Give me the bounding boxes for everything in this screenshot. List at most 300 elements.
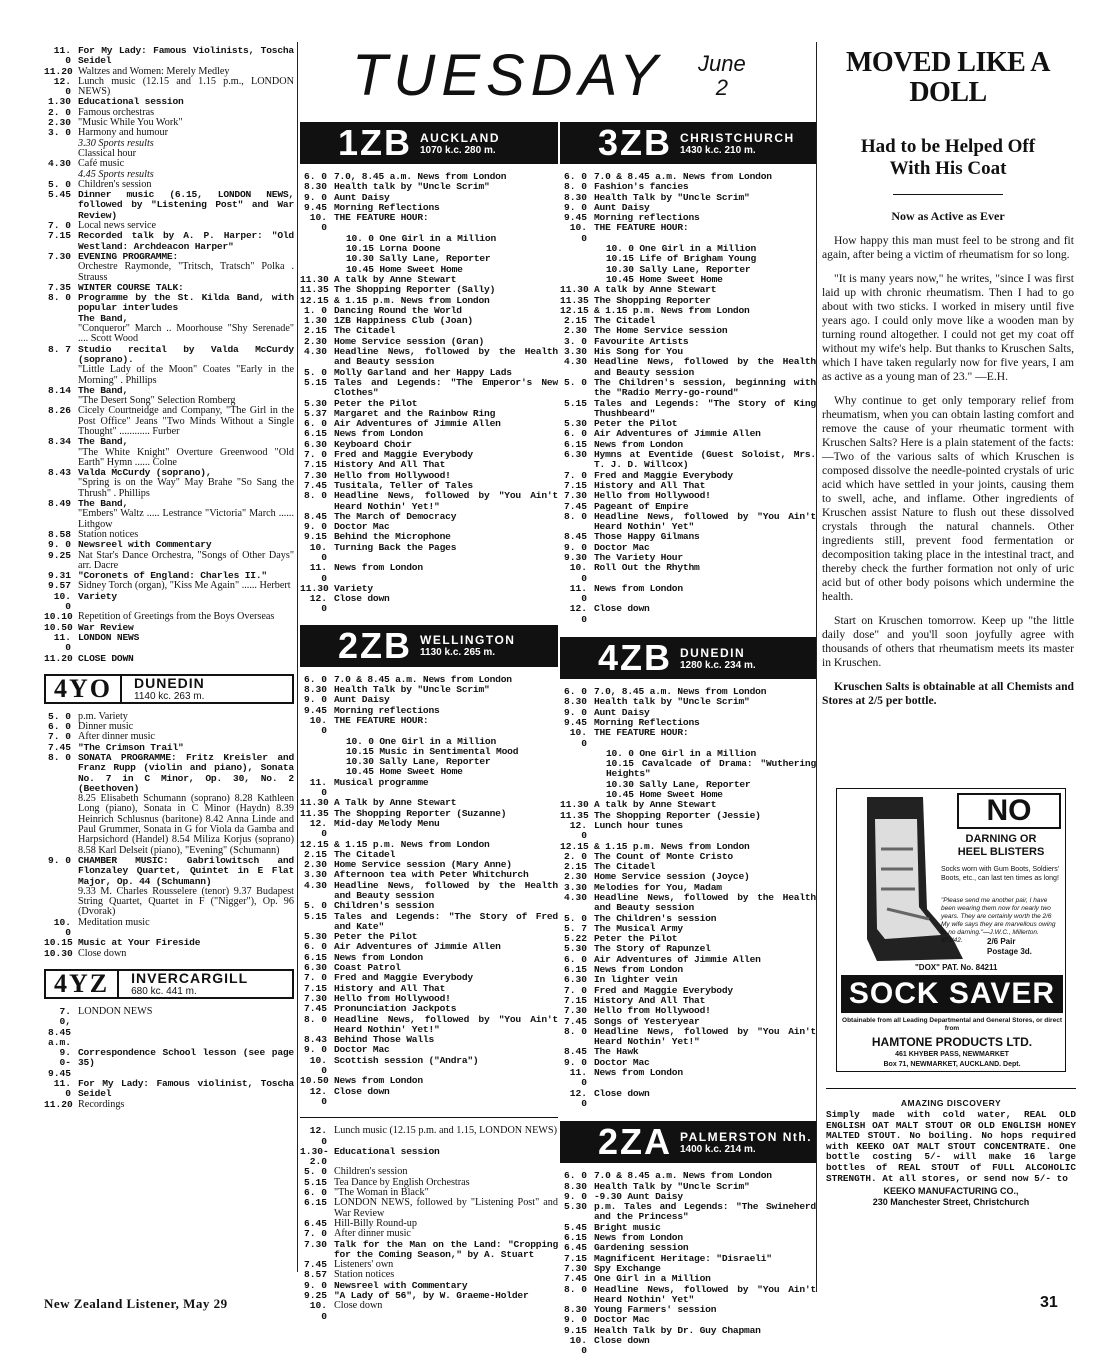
programme-entry xyxy=(300,213,558,234)
programme-title: Sidney Torch (organ), "Kiss Me Again" ...... Herbert xyxy=(78,580,291,592)
programme-title: Tales and Legends: "The Emperor's New Clothes" xyxy=(334,376,558,399)
programme-time: 3.30 xyxy=(563,346,587,358)
programme-time: 10. 0 xyxy=(309,714,327,737)
programme-title: A talk by Anne Stewart xyxy=(594,799,717,811)
programme-title: News from London xyxy=(594,582,683,594)
programme-title: Children's session xyxy=(334,1166,408,1178)
programme-title: Local news service xyxy=(78,220,157,232)
programme-title: Morning Reflections xyxy=(594,716,700,728)
programme-title: Music at Your Fireside xyxy=(78,937,201,949)
programme-entry xyxy=(560,1202,816,1223)
programme-entry xyxy=(300,912,558,933)
programme-title: The Hawk xyxy=(594,1046,639,1058)
programme-entry xyxy=(44,509,294,530)
programme-title: Musical programme xyxy=(334,776,429,788)
programme-title: Aunt Daisy xyxy=(594,201,650,213)
programme-title: & 1.15 p.m. News from London xyxy=(594,840,750,852)
programme-time: 6. 0 xyxy=(303,418,327,430)
programme-title: Close down xyxy=(334,1085,390,1097)
programme-time: 7.30 xyxy=(563,1262,587,1274)
programme-list-2za xyxy=(560,1171,816,1356)
programme-entry xyxy=(300,543,558,564)
programme-time: 2.15 xyxy=(303,325,327,337)
programme-time: 12. 0 xyxy=(309,817,327,840)
programme-title: Hill-Billy Round-up xyxy=(334,1217,417,1229)
programme-time: 7.15 xyxy=(303,982,327,994)
programme-time: 12. 0 xyxy=(309,1085,327,1107)
programme-title: Health Talk by Dr. Guy Chapman xyxy=(594,1324,761,1336)
programme-time: 8.30 xyxy=(563,696,587,708)
sock-postage: Postage 3d. xyxy=(987,947,1032,956)
page-title: TUESDAY xyxy=(352,43,664,108)
left-column xyxy=(44,46,294,1110)
programme-list-4yz xyxy=(44,1007,294,1110)
programme-time: 9. 0 xyxy=(563,201,587,213)
programme-time: 1.30 xyxy=(47,96,71,108)
programme-entry xyxy=(44,540,294,550)
programme-title: "Embers" Waltz ..... Lestrance "Victoria" March ...... Lithgow xyxy=(78,508,294,530)
programme-time xyxy=(44,478,78,499)
programme-title: Famous orchestras xyxy=(78,106,155,118)
programme-title: For My Lady: Famous violinist, Toscha Seidel xyxy=(78,1078,294,1100)
programme-time: 2.30 xyxy=(563,871,587,883)
programme-title: 7.0, 8.45 a.m. News from London xyxy=(594,686,767,698)
programme-entry xyxy=(300,716,558,737)
programme-title: Headline News, followed by "You Ain't Heard Nothin' Yet!" xyxy=(334,490,558,512)
station-logo: 3ZB xyxy=(598,122,673,163)
programme-entry xyxy=(44,190,294,221)
amazing-body: Simply made with cold water, REAL OLD ENGLISH OAT MALT STOUT OR OLD ENGLISH HONEY MALTED STOUT. No boiling. No hops required with KEEKO OAT MALT STOUT CONCENTRATE. One bottle costing 5/- will make 16 large bottles of REAL STOUT of FULL ALCOHOLIC STRENGTH. At all stores, or send now 5/- to xyxy=(826,1109,1076,1184)
programme-title: The March of Democracy xyxy=(334,510,457,522)
programme-time: 2.30 xyxy=(303,335,327,347)
programme-entry xyxy=(44,633,294,654)
programme-entry xyxy=(560,357,816,378)
programme-time: 9. 0 xyxy=(303,1279,327,1291)
programme-entry xyxy=(300,1198,558,1219)
programme-time: 4.30 xyxy=(303,346,327,358)
programme-entry xyxy=(560,450,816,471)
programme-title: Dinner music xyxy=(78,721,134,733)
programme-time: 10. 0 xyxy=(569,727,587,749)
programme-title: "The Crimson Trail" xyxy=(78,741,184,753)
programme-time: 11.35 xyxy=(300,807,329,819)
programme-time: 7. 0 xyxy=(303,1228,327,1240)
station-banner-2zb xyxy=(300,625,558,667)
programme-time: 7.45 xyxy=(303,479,327,491)
programme-title: History And All That xyxy=(594,994,706,1006)
programme-title: Classical hour xyxy=(78,147,137,159)
programme-entry xyxy=(300,778,558,799)
programme-time: 5.30 xyxy=(563,418,587,430)
column-rule xyxy=(816,42,817,1292)
station-logo: 2ZA xyxy=(598,1121,673,1163)
programme-time: 12. 0 xyxy=(53,75,71,98)
programme-title: Tea Dance by English Orchestras xyxy=(334,1176,470,1188)
programme-time: 5.30 xyxy=(303,397,327,409)
programme-title: Headline News, followed by "You Ain't Heard Nothin' Yet" xyxy=(594,510,816,533)
programme-title: SONATA PROGRAMME: Fritz Kreisler and Franz Rupp (violin and piano), Sonata No. 7 in C Minor, Op. 30, No. 2 (Beethoven) xyxy=(78,752,294,794)
programme-time xyxy=(44,314,78,324)
programme-time: 3.30 xyxy=(303,869,327,881)
station-frequency: 1070 k.c. 280 m. xyxy=(420,144,496,156)
programme-title: 10.45 Home Sweet Home xyxy=(606,273,723,285)
programme-title: Gardening session xyxy=(594,1242,689,1254)
programme-time: 6. 0 xyxy=(563,428,587,440)
programme-time: 5.37 xyxy=(303,407,327,419)
station-banner-2za xyxy=(560,1121,816,1163)
programme-title: Aunt Daisy xyxy=(334,191,390,203)
programme-title: 7.0 & 8.45 a.m. News from London xyxy=(594,1170,772,1182)
programme-title: Programme by the St. Kilda Band, with popular interludes xyxy=(78,292,294,314)
advert-paragraph: How happy this man must feel to be strong and fit again, after being a victim of rheumatism for so long. xyxy=(822,234,1074,261)
programme-entry xyxy=(560,1336,816,1357)
programme-time: 7.15 xyxy=(47,230,71,242)
programme-time: 4.30 xyxy=(563,892,587,903)
programme-title: The Citadel xyxy=(594,861,656,873)
programme-time: 12.15 xyxy=(560,840,589,852)
programme-title: Hello from Hollywood! xyxy=(594,1005,711,1017)
sock-address: 461 KHYBER PASS, NEWMARKET xyxy=(895,1051,1009,1058)
programme-time: 7.30 xyxy=(303,992,327,1004)
programme-time: 9.15 xyxy=(303,531,327,543)
programme-time: 7. 0 xyxy=(47,220,71,232)
programme-time: 6.15 xyxy=(563,438,587,450)
programme-title: THE FEATURE HOUR: xyxy=(594,222,689,234)
programme-title: 10.30 Sally Lane, Reporter xyxy=(606,263,751,275)
programme-title: Morning reflections xyxy=(334,704,440,716)
programme-entry xyxy=(300,1126,558,1147)
programme-time: 12.15 xyxy=(300,838,329,850)
programme-title: Close down xyxy=(594,1334,650,1346)
programme-time: 6.15 xyxy=(563,1232,587,1244)
programme-entry xyxy=(300,1147,558,1168)
programme-title: Behind Those Walls xyxy=(334,1034,435,1046)
programme-title: Hello from Hollywood! xyxy=(334,992,451,1004)
programme-time: 9. 0 xyxy=(563,541,587,553)
programme-title: History and All That xyxy=(334,982,446,994)
programme-title: 10.45 Home Sweet Home xyxy=(346,263,463,275)
programme-time: 7.35 xyxy=(47,281,71,293)
programme-title: Songs of Yesteryear xyxy=(594,1015,700,1027)
programme-title: Fred and Maggie Everybody xyxy=(334,449,473,461)
programme-entry xyxy=(44,794,294,856)
programme-title: LONDON NEWS xyxy=(78,631,140,643)
date-month: June xyxy=(698,51,746,76)
programme-time: 6. 0 xyxy=(303,673,327,685)
programme-time: 1.30 xyxy=(303,315,327,327)
programme-time: 2. 0 xyxy=(563,850,587,862)
programme-time: 6. 0 xyxy=(47,721,71,733)
programme-time: 9. 0 xyxy=(47,854,71,866)
programme-entry xyxy=(560,728,816,749)
programme-entry xyxy=(300,1015,558,1036)
programme-time: 2. 0 xyxy=(47,106,71,118)
programme-time: 8. 0 xyxy=(303,490,327,502)
programme-time: 11.20 xyxy=(44,1098,73,1110)
sock-darning: DARNING OR xyxy=(965,833,1037,845)
programme-title: The Shopping Reporter (Suzanne) xyxy=(334,807,507,819)
programme-time: 7.45 xyxy=(563,500,587,512)
programme-time: 11. 0 xyxy=(569,1067,587,1089)
programme-title: Station notices xyxy=(334,1269,395,1281)
programme-title: The Children's session xyxy=(594,912,717,924)
programme-title: CLOSE DOWN xyxy=(78,652,134,664)
programme-time: 8.58 xyxy=(47,528,71,540)
programme-time: 7. 0 xyxy=(303,449,327,461)
programme-entry xyxy=(560,1027,816,1048)
programme-title: After dinner music xyxy=(78,731,155,743)
programme-time: 12.15 xyxy=(300,294,329,306)
programme-title: The Musical Army xyxy=(594,922,683,934)
programme-entry xyxy=(300,347,558,368)
programme-title: Meditation music xyxy=(78,916,150,928)
programme-title: THE FEATURE HOUR: xyxy=(594,727,689,739)
programme-entry xyxy=(560,1068,816,1089)
programme-title: Health Talk by "Uncle Scrim" xyxy=(594,1180,750,1192)
programme-time: 8.45 xyxy=(563,531,587,543)
programme-entry xyxy=(44,592,294,613)
programme-time: 11.30 xyxy=(300,797,329,809)
programme-time: 1. 0 xyxy=(303,304,327,316)
page-footer: New Zealand Listener, May 29 xyxy=(44,1296,228,1311)
programme-title: Correspondence School lesson (see page 35) xyxy=(78,1047,294,1069)
programme-time: 8.43 xyxy=(303,1034,327,1046)
programme-title: Behind the Microphone xyxy=(334,531,451,543)
programme-title: Those Happy Gilmans xyxy=(594,531,700,543)
programme-time: 12. 0 xyxy=(309,593,327,615)
column-rule xyxy=(297,42,298,1272)
programme-title: The Children's session, beginning with the "Radio Merry-go-round" xyxy=(594,376,816,399)
programme-time: 10. 0 xyxy=(569,562,587,584)
programme-time: 5. 7 xyxy=(563,922,587,934)
advert-kicker: Now as Active as Ever xyxy=(891,209,1005,223)
programme-entry xyxy=(560,1274,816,1284)
programme-time xyxy=(560,780,594,790)
programme-time: 5. 0 xyxy=(303,1166,327,1178)
programme-title: Doctor Mac xyxy=(594,1056,650,1068)
programme-entry xyxy=(300,563,558,584)
programme-title: Peter the Pilot xyxy=(334,397,418,409)
programme-entry xyxy=(44,551,294,572)
programme-time xyxy=(560,254,594,264)
programme-title: Home Service session (Mary Anne) xyxy=(334,859,512,871)
station-logo: 2ZB xyxy=(338,624,413,666)
programme-time: 12. 0 xyxy=(569,1087,587,1109)
programme-title: History and All That xyxy=(594,479,706,491)
sock-no: NO xyxy=(957,793,1061,829)
divider xyxy=(300,1117,558,1118)
programme-title: 10.45 Home Sweet Home xyxy=(346,766,463,778)
programme-title: 10.45 Home Sweet Home xyxy=(606,789,723,801)
programme-time: 6.30 xyxy=(563,974,587,986)
programme-time: 6.15 xyxy=(303,428,327,440)
programme-time: 11. 0 xyxy=(53,1078,71,1100)
programme-title: The Band, xyxy=(78,384,129,396)
programme-time: 12. 0 xyxy=(569,603,587,625)
programme-time: 2.30 xyxy=(47,117,71,129)
programme-time: 8.26 xyxy=(47,405,71,417)
programme-time: 10.10 xyxy=(44,611,73,623)
sock-testimonial: "Please send me another pair, I have been wearing them now for nearly two years. They are certainly worth the 2/6 My wife says they are marvellous owing to no darning."—J.W.C., Millerton. 871/42. xyxy=(941,897,1056,944)
programme-time: 9. 0 xyxy=(563,706,587,718)
programme-entry xyxy=(560,1089,816,1110)
programme-title: Close down xyxy=(334,1300,383,1312)
programme-entry xyxy=(560,759,816,780)
programme-title: Peter the Pilot xyxy=(594,418,678,430)
programme-title: 10.15 Cavalcade of Drama: "Wuthering Heights" xyxy=(606,758,816,780)
programme-time: 8.30 xyxy=(563,1180,587,1192)
programme-time xyxy=(300,234,334,244)
programme-time: 3. 0 xyxy=(563,335,587,347)
programme-title: Molly Garland and her Happy Lads xyxy=(334,366,512,378)
station-name: DUNEDIN xyxy=(134,675,205,692)
programme-entry xyxy=(44,654,294,664)
programme-entry xyxy=(560,604,816,625)
programme-title: The Story of Rapunzel xyxy=(594,943,711,955)
programme-time: 11.30 xyxy=(560,799,589,811)
programme-title: Air Adventures of Jimmie Allen xyxy=(334,418,501,430)
programme-title: "Coronets of England: Charles II." xyxy=(78,570,267,582)
programme-time: 6.30 xyxy=(563,449,587,461)
programme-time xyxy=(300,747,334,757)
programme-time: 3. 0 xyxy=(47,127,71,139)
programme-title: 9.33 M. Charles Rousselere (tenor) 9.37 Budapest String Quartet, Quartet in F ("Nigger"), Op. 96 (Dvorak) xyxy=(78,885,294,918)
programme-title: Tales and Legends: "The Story of King Thushbeard" xyxy=(594,397,816,419)
programme-time: 10. 0 xyxy=(569,222,587,244)
programme-time: 10. 0 xyxy=(309,1054,327,1077)
programme-time: 7.30 xyxy=(563,1005,587,1017)
programme-time: 6.15 xyxy=(563,964,587,976)
programme-entry xyxy=(44,46,294,67)
programme-time: 7.45 xyxy=(303,1259,327,1271)
station-city: CHRISTCHURCH xyxy=(680,130,795,145)
programme-list-2zb xyxy=(300,675,558,1107)
programme-title: Lunch hour tunes xyxy=(594,819,683,831)
programme-title: Keyboard Choir xyxy=(334,438,412,450)
programme-title: "The Desert Song" Selection Romberg xyxy=(78,395,236,407)
programme-title: For My Lady: Famous Violinists, Toscha Seidel xyxy=(78,45,294,67)
programme-title: News from London xyxy=(334,1075,423,1087)
programme-title: The Count of Monte Cristo xyxy=(594,850,733,862)
programme-list-3zb xyxy=(560,172,816,625)
programme-entry xyxy=(560,1171,816,1181)
programme-entry xyxy=(560,893,816,914)
programme-title: "A Lady of 56", by W. Graeme-Holder xyxy=(334,1289,529,1301)
programme-time: 5. 0 xyxy=(563,376,587,388)
programme-title: Station notices xyxy=(78,528,139,540)
programme-title: Children's session xyxy=(78,178,152,190)
programme-time: 7.30 xyxy=(47,250,71,262)
programme-title: & 1.15 p.m. News from London xyxy=(594,304,750,316)
programme-entry xyxy=(44,887,294,918)
programme-title: Headline News, followed by "You Ain't Heard Nothin' Yet!" xyxy=(334,1013,558,1035)
sock-saver-advert xyxy=(836,788,1066,1072)
programme-title: Dinner music (6.15, LONDON NEWS, followed by "Listening Post" and War Review) xyxy=(78,189,294,221)
programme-title: Café music xyxy=(78,158,125,170)
programme-title: News from London xyxy=(594,1067,683,1079)
programme-time xyxy=(44,887,78,918)
programme-list-1zb xyxy=(300,172,558,615)
programme-title: Close down xyxy=(594,1087,650,1099)
sock-company: HAMTONE PRODUCTS LTD. xyxy=(871,1035,1033,1049)
programme-title: Favourite Artists xyxy=(594,335,689,347)
programme-title: Morning reflections xyxy=(594,212,700,224)
programme-entry xyxy=(300,1229,558,1239)
programme-entry xyxy=(44,406,294,437)
programme-title: WINTER COURSE TALK: xyxy=(78,281,184,293)
programme-title: Close down xyxy=(594,603,650,615)
programme-title: Fashion's fancies xyxy=(594,181,689,193)
advert-paragraph: "It is many years now," he writes, "since I was first laid up with chronic rheumatism. Then I had to go about with two sticks. I worked in misery until five years ago. I could only move like a wooden man by turning round altogether. I could not get my coat off without my wife's help. But thanks to Kruschen Salts, which I have taken regularly now for five years, I am as active as a young man of 23." —E.H. xyxy=(822,272,1074,383)
programme-time: 7.15 xyxy=(563,1252,587,1264)
advert-paragraph: Start on Kruschen tomorrow. Keep up "the little daily dose" and you'll soon joyfully agree with thousands of others that rheumatism meets its master in Kruschen. xyxy=(822,614,1074,669)
programme-time: 11. 0 xyxy=(53,45,71,67)
programme-title: Roll Out the Rhythm xyxy=(594,562,700,574)
programme-time: 3.30 xyxy=(563,881,587,893)
programme-title: Listeners' own xyxy=(334,1259,394,1271)
programme-time: 10. 0 xyxy=(309,212,327,234)
programme-time: 7. 0 xyxy=(303,972,327,984)
programme-title: THE FEATURE HOUR: xyxy=(334,714,429,726)
programme-time: 9.31 xyxy=(47,570,71,582)
programme-entry xyxy=(44,1079,294,1100)
programme-title: 8.25 Elisabeth Schumann (soprano) 8.28 Kathleen Long (piano), Sonata in C Minor (Haydn) 8.39 Heinrich Schlusnus (baritone) 8.42 Anna Linde and Paul Grummer, Sonata in G for Viola da Gamba and Harpsichord (Handel) 8.54 Miliza Korjus (soprano) 8.58 Karl Delseit (piano), "Evening" (Schumann) xyxy=(78,793,294,856)
programme-title: p.m. Variety xyxy=(78,710,128,722)
programme-time: 9. 0 xyxy=(563,1056,587,1068)
programme-time: 7.45 xyxy=(47,741,71,753)
programme-title: The Citadel xyxy=(334,325,396,337)
programme-title: Margaret and the Rainbow Ring xyxy=(334,407,496,419)
programme-entry xyxy=(44,448,294,469)
programme-title: 10.30 Sally Lane, Reporter xyxy=(346,253,491,265)
programme-entry xyxy=(300,378,558,399)
programme-time: 9. 0 xyxy=(563,1314,587,1326)
programme-time: 5.45 xyxy=(47,189,71,201)
programme-title: 10.15 Music in Sentimental Mood xyxy=(346,745,519,757)
programme-title: Close down xyxy=(78,947,127,959)
programme-title: Cicely Courtneidge and Company, "The Girl in the Post Office" Jeans "Two Minds Without a Single Thought" ............ Furber xyxy=(78,405,294,437)
programme-entry xyxy=(44,293,294,314)
programme-title: The Shopping Reporter (Sally) xyxy=(334,284,496,296)
programme-time: 10.50 xyxy=(44,621,73,633)
programme-title: Hymns at Eventide (Guest Soloist, Mrs. T. J. D. Willcox) xyxy=(594,449,816,471)
programme-time: 11.30 xyxy=(300,273,329,285)
programme-time: 11.35 xyxy=(560,294,589,306)
programme-entry xyxy=(300,491,558,512)
programme-title: Doctor Mac xyxy=(334,1044,390,1056)
programme-title: A talk by Anne Stewart xyxy=(334,273,457,285)
programme-title: Lunch music (12.15 p.m. and 1.15, LONDON NEWS) xyxy=(334,1125,557,1137)
station-banner-4zb xyxy=(560,637,816,679)
sock-price: 2/6 Pair xyxy=(987,937,1016,946)
programme-time: 9.45 xyxy=(563,212,587,224)
programme-time: 5.15 xyxy=(563,397,587,409)
advert-paragraph: Kruschen Salts is obtainable at all Chemists and Stores at 2/5 per bottle. xyxy=(822,680,1074,707)
programme-title: Valda McCurdy (soprano), xyxy=(78,467,212,479)
programme-title: Air Adventures of Jimmie Allen xyxy=(594,953,761,965)
station-logo: 1ZB xyxy=(338,122,413,163)
programme-time: 8.34 xyxy=(47,436,71,448)
programme-title: Fred and Maggie Everybody xyxy=(594,469,733,481)
programme-time: 5.45 xyxy=(563,1221,587,1233)
programme-title: 10.15 Lorna Doone xyxy=(346,243,441,255)
station-frequency: 1430 k.c. 210 m. xyxy=(680,144,756,156)
programme-title: Pronunciation Jackpots xyxy=(334,1003,457,1015)
programme-title: 10.15 Life of Brigham Young xyxy=(606,253,757,265)
programme-entry xyxy=(300,1301,558,1322)
programme-title: Hello from Hollywood! xyxy=(594,490,711,502)
programme-time: 11.30 xyxy=(300,582,329,594)
